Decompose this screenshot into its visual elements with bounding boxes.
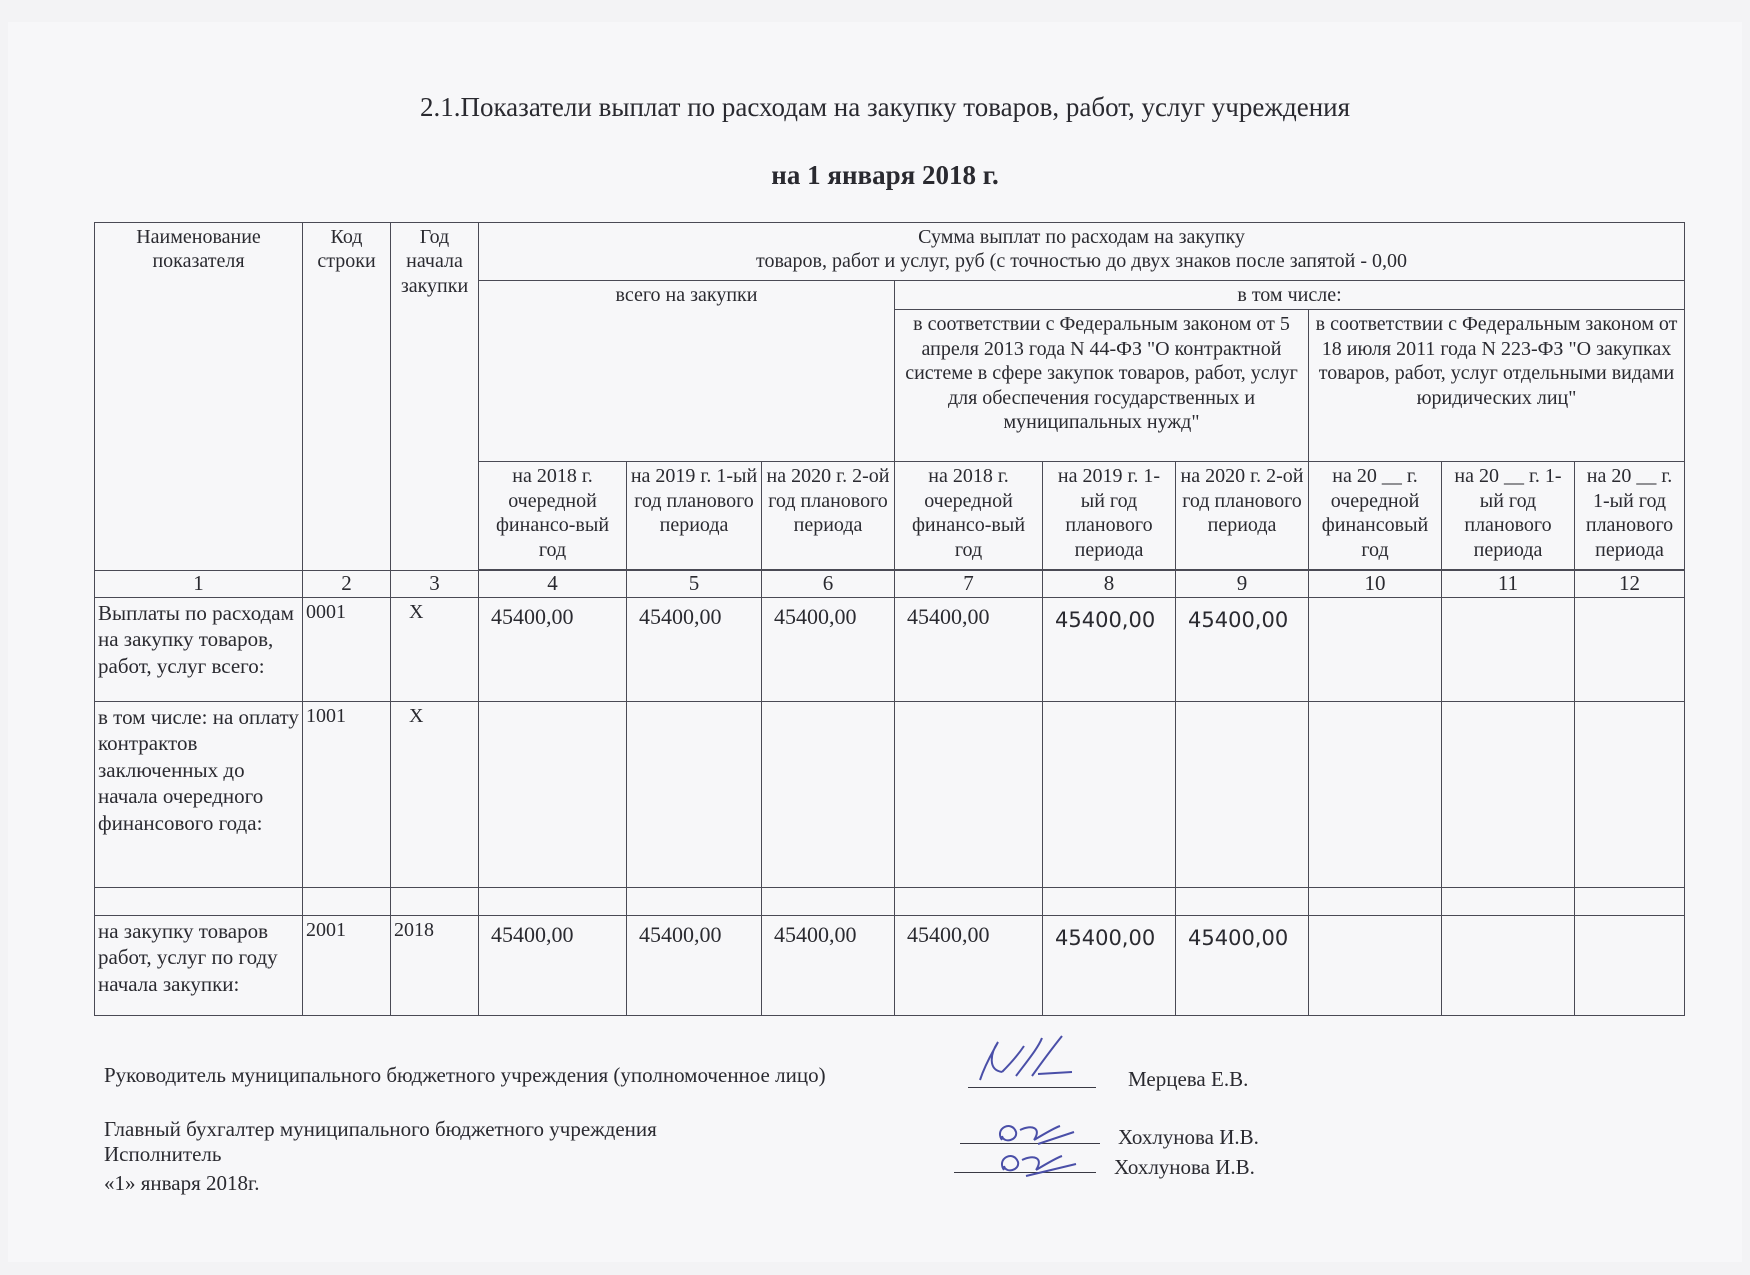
row-value: 45400,00	[479, 598, 627, 702]
row-value	[1309, 916, 1442, 1016]
head-name: Мерцева Е.В.	[1128, 1067, 1249, 1091]
row-value: 45400,00	[1176, 598, 1309, 702]
document-title: 2.1.Показатели выплат по расходам на закупку товаров, работ, услуг учреждения	[419, 92, 1351, 122]
column-number: 4	[479, 571, 627, 598]
header-period: на 2019 г. 1-ый год планового периода	[627, 462, 762, 570]
column-number: 1	[95, 571, 303, 598]
row-value	[1309, 888, 1442, 916]
header-period: на 20 __ г. очередной финансовый год	[1309, 462, 1442, 570]
row-value: 45400,00	[1176, 916, 1309, 1016]
header-code: Код строки	[303, 223, 391, 571]
column-number: 12	[1575, 571, 1685, 598]
row-value	[627, 888, 762, 916]
row-value: 45400,00	[479, 916, 627, 1016]
row-value	[1575, 888, 1685, 916]
row-value	[479, 702, 627, 888]
column-number: 5	[627, 571, 762, 598]
document-date: «1» января 2018г.	[104, 1171, 260, 1195]
row-year	[391, 888, 479, 916]
header-including: в том числе:	[895, 281, 1685, 310]
row-value	[895, 888, 1043, 916]
row-value	[1043, 702, 1176, 888]
header-sum-line1: Сумма выплат по расходам на закупку	[918, 226, 1245, 248]
accountant-label: Главный бухгалтер муниципального бюджетного учреждения	[104, 1117, 657, 1141]
header-period: на 2018 г. очередной финансо-вый год	[479, 462, 627, 570]
row-value	[1176, 888, 1309, 916]
head-signature	[972, 1032, 1082, 1088]
column-number: 7	[895, 571, 1043, 598]
column-number: 10	[1309, 571, 1442, 598]
header-period: на 2020 г. 2-ой год планового периода	[1176, 462, 1309, 570]
header-law-44: в соответствии с Федеральным законом от 5 апреля 2013 года N 44-ФЗ "О контрактной системе в сфере закупок товаров, работ, услуг для обеспечения государственных и муниципальных нужд"	[895, 310, 1309, 462]
column-number: 2	[303, 571, 391, 598]
row-value	[1309, 598, 1442, 702]
column-number: 8	[1043, 571, 1176, 598]
row-year: X	[391, 598, 479, 702]
header-period: на 20 __ г. 1-ый год планового периода	[1442, 462, 1575, 570]
row-value: 45400,00	[895, 916, 1043, 1016]
row-label: Выплаты по расходам на закупку товаров, работ, услуг всего:	[95, 598, 303, 702]
executor-label: Исполнитель	[104, 1142, 222, 1166]
row-code: 1001	[303, 702, 391, 888]
row-value: 45400,00	[762, 598, 895, 702]
column-number: 9	[1176, 571, 1309, 598]
row-label: в том числе: на оплату контрактов заключенных до начала очередного финансового года:	[95, 702, 303, 888]
table-row	[95, 888, 1685, 916]
header-law-223: в соответствии с Федеральным законом от 18 июля 2011 года N 223-ФЗ "О закупках товаров, работ, услуг отдельными видами юридических лиц"	[1309, 310, 1685, 462]
row-label	[95, 888, 303, 916]
header-period: на 2018 г. очередной финансо-вый год	[895, 462, 1043, 570]
header-period: на 2019 г. 1-ый год планового периода	[1043, 462, 1176, 570]
row-value: 45400,00	[1043, 916, 1176, 1016]
row-value	[762, 888, 895, 916]
row-value	[1575, 702, 1685, 888]
column-number: 6	[762, 571, 895, 598]
row-value	[1043, 888, 1176, 916]
header-total: всего на закупки	[479, 281, 895, 462]
table-row	[95, 916, 1685, 1016]
table-row	[95, 598, 1685, 702]
row-value	[1309, 702, 1442, 888]
executor-name: Хохлунова И.В.	[1114, 1155, 1255, 1179]
column-number: 3	[391, 571, 479, 598]
row-value	[1575, 598, 1685, 702]
row-code: 2001	[303, 916, 391, 1016]
row-value	[1575, 916, 1685, 1016]
row-value	[627, 702, 762, 888]
row-value	[895, 702, 1043, 888]
row-value: 45400,00	[627, 598, 762, 702]
accountant-name: Хохлунова И.В.	[1118, 1125, 1259, 1149]
row-code: 0001	[303, 598, 391, 702]
table-row	[95, 702, 1685, 888]
header-name: Наименование показателя	[95, 223, 303, 571]
payments-table	[94, 222, 1685, 1016]
row-year: X	[391, 702, 479, 888]
document-subtitle: на 1 января 2018 г.	[771, 160, 999, 190]
header-sum-line2: товаров, работ и услуг, руб (с точностью до двух знаков после запятой - 0,00	[756, 250, 1408, 273]
row-value	[1442, 702, 1575, 888]
row-value: 45400,00	[627, 916, 762, 1016]
row-value	[1442, 888, 1575, 916]
row-value: 45400,00	[762, 916, 895, 1016]
column-number: 11	[1442, 571, 1575, 598]
row-value	[762, 702, 895, 888]
row-value	[1442, 598, 1575, 702]
header-period: на 20 __ г. 1-ый год планового периода	[1575, 462, 1685, 570]
row-code	[303, 888, 391, 916]
row-value	[1442, 916, 1575, 1016]
header-period: на 2020 г. 2-ой год планового периода	[762, 462, 895, 570]
row-value	[479, 888, 627, 916]
row-year: 2018	[391, 916, 479, 1016]
row-label: на закупку товаров работ, услуг по году начала закупки:	[95, 916, 303, 1016]
head-label: Руководитель муниципального бюджетного учреждения (уполномоченное лицо)	[104, 1063, 826, 1087]
header-sum	[479, 223, 1685, 281]
row-value: 45400,00	[895, 598, 1043, 702]
row-value: 45400,00	[1043, 598, 1176, 702]
header-year-start: Год начала закупки	[391, 223, 479, 571]
row-value	[1176, 702, 1309, 888]
executor-signature	[992, 1146, 1082, 1180]
